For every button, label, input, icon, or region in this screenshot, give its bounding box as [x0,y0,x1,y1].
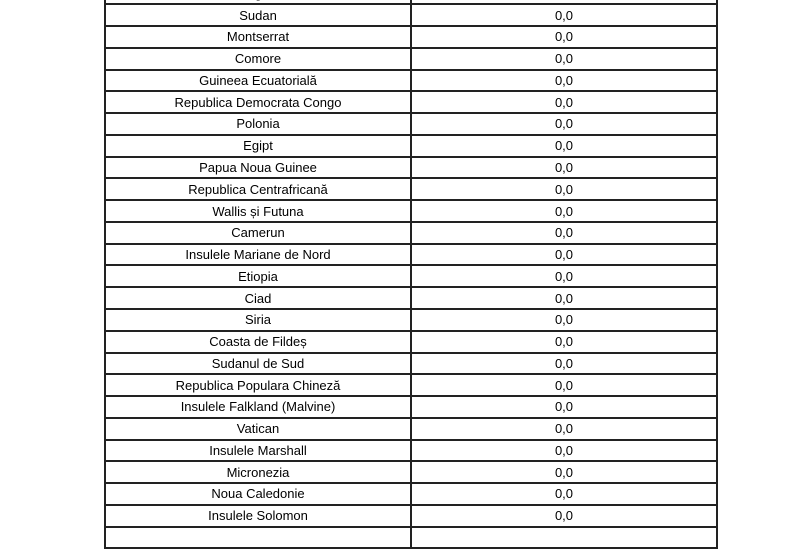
country-cell: Insulele Solomon [106,506,412,526]
country-cell: Micronezia [106,462,412,482]
table-row [106,441,718,463]
country-cell: Republica Populara Chineză [106,375,412,395]
country-cell: Comore [106,49,412,69]
country-cell [106,0,412,3]
value-cell: 0,0 [412,397,718,417]
country-cell: Insulele Marshall [106,441,412,461]
country-cell: Coasta de Fildeș [106,332,412,352]
country-cell: Egipt [106,136,412,156]
table-row [106,223,718,245]
country-cell: Insulele Mariane de Nord [106,245,412,265]
value-cell: 0,0 [412,179,718,199]
table-row [106,71,718,93]
table-row [106,201,718,223]
value-cell: 0,0 [412,332,718,352]
table-row [106,506,718,528]
value-cell [412,528,718,548]
table-row [106,266,718,288]
value-cell: 0,0 [412,27,718,47]
value-cell: 0,0 [412,49,718,69]
value-cell: 0,0 [412,441,718,461]
value-cell: 0,0 [412,92,718,112]
country-cell [106,528,412,548]
country-cell: Sudan [106,5,412,25]
country-cell: Camerun [106,223,412,243]
table-row [106,462,718,484]
country-cell: Ciad [106,288,412,308]
table-row [106,49,718,71]
value-cell: 0,0 [412,114,718,134]
table-row [106,158,718,180]
table-row [106,92,718,114]
country-cell: Montserrat [106,27,412,47]
value-cell: 0,0 [412,245,718,265]
country-cell: Noua Caledonie [106,484,412,504]
table-row [106,27,718,49]
value-cell: 0,0 [412,419,718,439]
value-cell: 0,0 [412,201,718,221]
country-cell: Insulele Falkland (Malvine) [106,397,412,417]
value-cell: 0,0 [412,310,718,330]
value-cell: 0,0 [412,71,718,91]
country-cell: Etiopia [106,266,412,286]
country-cell: Republica Democrata Congo [106,92,412,112]
table-row [106,397,718,419]
country-cell: Guineea Ecuatorială [106,71,412,91]
value-cell: 0,0 [412,288,718,308]
value-cell: 0,0 [412,375,718,395]
country-cell: Wallis și Futuna [106,201,412,221]
table-row [106,288,718,310]
country-cell: Polonia [106,114,412,134]
table-row [106,354,718,376]
table-row [106,5,718,27]
value-cell: 0,0 [412,484,718,504]
country-cell: Siria [106,310,412,330]
value-cell: 0,0 [412,158,718,178]
table-row [106,245,718,267]
value-cell: 0,0 [412,223,718,243]
country-cell: Papua Noua Guinee [106,158,412,178]
country-values-table [104,0,718,549]
value-cell: 0,0 [412,354,718,374]
table-row [106,114,718,136]
table-row [106,332,718,354]
table-row [106,179,718,201]
value-cell: 0,0 [412,136,718,156]
country-cell: Republica Centrafricană [106,179,412,199]
country-cell: Vatican [106,419,412,439]
table-row [106,310,718,332]
table-row [106,484,718,506]
value-cell: 0,0 [412,506,718,526]
value-cell: 0,0 [412,5,718,25]
table-row [106,136,718,158]
table-row [106,375,718,397]
value-cell: 0,0 [412,266,718,286]
country-cell: Sudanul de Sud [106,354,412,374]
value-cell [412,0,718,3]
table-row [106,419,718,441]
value-cell: 0,0 [412,462,718,482]
table-row [106,528,718,549]
